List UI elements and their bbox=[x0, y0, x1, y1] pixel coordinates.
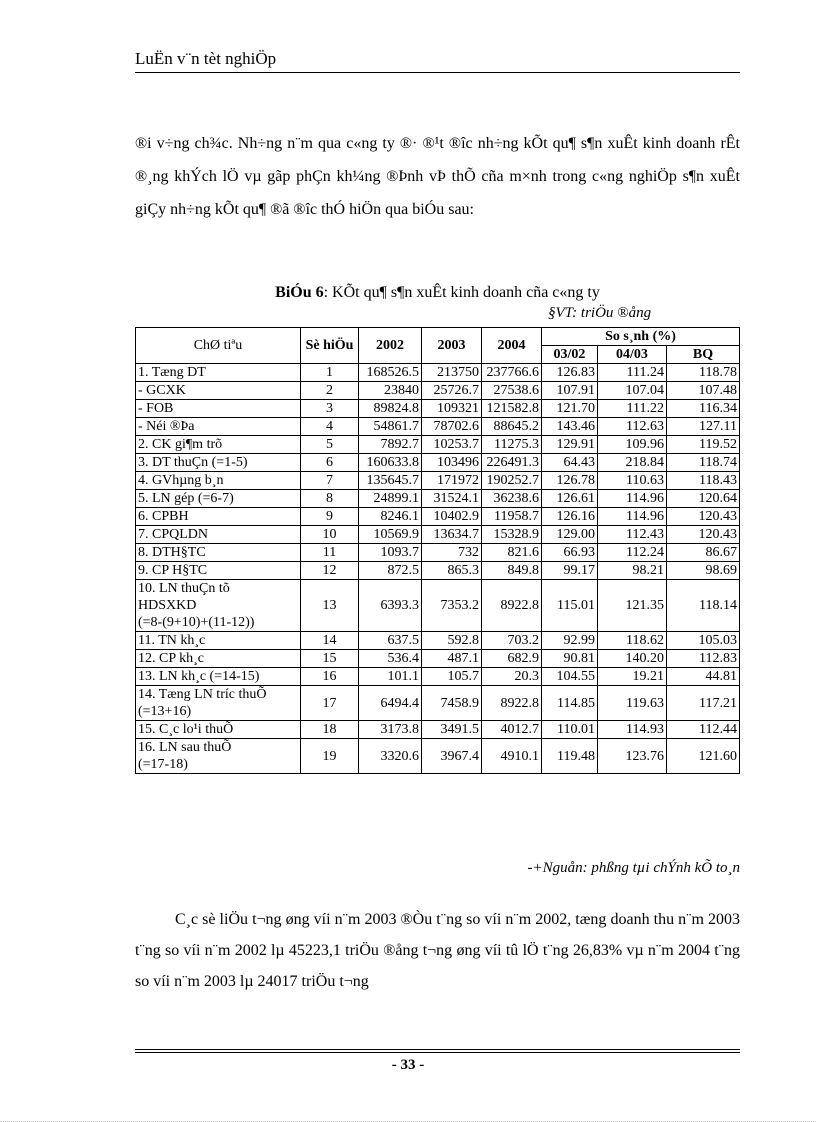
table-cell: 3967.4 bbox=[422, 739, 482, 774]
table-cell: 107.91 bbox=[542, 382, 598, 400]
table-cell: 121.70 bbox=[542, 400, 598, 418]
table-row bbox=[136, 544, 740, 562]
table-cell: 101.1 bbox=[359, 668, 422, 686]
table-cell: 112.24 bbox=[598, 544, 667, 562]
table-cell: 3320.6 bbox=[359, 739, 422, 774]
table-row bbox=[136, 686, 740, 721]
table-cell: 872.5 bbox=[359, 562, 422, 580]
table-cell: 90.81 bbox=[542, 650, 598, 668]
table-cell: 10253.7 bbox=[422, 436, 482, 454]
table-cell: 120.64 bbox=[667, 490, 740, 508]
table-cell: 44.81 bbox=[667, 668, 740, 686]
col-2004-header: 2004 bbox=[482, 328, 542, 364]
table-cell: 111.24 bbox=[598, 364, 667, 382]
table-cell: 107.04 bbox=[598, 382, 667, 400]
table-cell: 536.4 bbox=[359, 650, 422, 668]
col-item-header: ChØ tiªu bbox=[136, 328, 301, 364]
source-note: -+Nguån: phßng tµi chÝnh kÕ to¸n bbox=[527, 860, 740, 876]
table-cell: 112.83 bbox=[667, 650, 740, 668]
table-cell: 20.3 bbox=[482, 668, 542, 686]
row-code: 13 bbox=[301, 580, 359, 632]
table-row bbox=[136, 668, 740, 686]
table-cell: 3173.8 bbox=[359, 721, 422, 739]
table-cell: 105.7 bbox=[422, 668, 482, 686]
row-code: 10 bbox=[301, 526, 359, 544]
table-cell: 119.52 bbox=[667, 436, 740, 454]
table-cell: 160633.8 bbox=[359, 454, 422, 472]
table-cell: 107.48 bbox=[667, 382, 740, 400]
table-cell: 7458.9 bbox=[422, 686, 482, 721]
table-cell: 118.43 bbox=[667, 472, 740, 490]
table-cell: 127.11 bbox=[667, 418, 740, 436]
table-cell: 19.21 bbox=[598, 668, 667, 686]
col-code-header: Sè hiÖu bbox=[301, 328, 359, 364]
header-rule bbox=[135, 72, 740, 73]
row-code: 14 bbox=[301, 632, 359, 650]
table-cell: 111.22 bbox=[598, 400, 667, 418]
footer-rule bbox=[135, 1052, 740, 1053]
table-cell: 6393.3 bbox=[359, 580, 422, 632]
table-cell: 119.48 bbox=[542, 739, 598, 774]
table-cell: 592.8 bbox=[422, 632, 482, 650]
table-cell: 10402.9 bbox=[422, 508, 482, 526]
table-cell: 8922.8 bbox=[482, 580, 542, 632]
table-cell: 865.3 bbox=[422, 562, 482, 580]
table-row bbox=[136, 650, 740, 668]
caption-text: : KÕt qu¶ s¶n xuÊt kinh doanh cña c«ng ty bbox=[323, 284, 600, 301]
table-cell: 112.43 bbox=[598, 526, 667, 544]
table-cell: 114.85 bbox=[542, 686, 598, 721]
table-row bbox=[136, 418, 740, 436]
row-code: 11 bbox=[301, 544, 359, 562]
table-cell: 119.63 bbox=[598, 686, 667, 721]
table-cell: 126.83 bbox=[542, 364, 598, 382]
table-cell: 821.6 bbox=[482, 544, 542, 562]
table-cell: 218.84 bbox=[598, 454, 667, 472]
table-cell: 126.16 bbox=[542, 508, 598, 526]
row-label: 3. DT thuÇn (=1-5) bbox=[136, 454, 301, 472]
table-row bbox=[136, 632, 740, 650]
row-code: 18 bbox=[301, 721, 359, 739]
table-cell: 110.63 bbox=[598, 472, 667, 490]
row-label: 14. Tæng LN tríc thuÕ (=13+16) bbox=[136, 686, 301, 721]
table-cell: 126.78 bbox=[542, 472, 598, 490]
table-cell: 7892.7 bbox=[359, 436, 422, 454]
page-number: - 33 - bbox=[391, 1057, 425, 1073]
table-cell: 36238.6 bbox=[482, 490, 542, 508]
col-2002-header: 2002 bbox=[359, 328, 422, 364]
table-cell: 114.96 bbox=[598, 490, 667, 508]
table-row bbox=[136, 526, 740, 544]
table-row bbox=[136, 739, 740, 774]
table-cell: 732 bbox=[422, 544, 482, 562]
footer-rule bbox=[135, 1049, 740, 1050]
row-label: 10. LN thuÇn tõ HDSXKD (=8-(9+10)+(11-12)) bbox=[136, 580, 301, 632]
table-cell: 11275.3 bbox=[482, 436, 542, 454]
table-cell: 13634.7 bbox=[422, 526, 482, 544]
row-code: 2 bbox=[301, 382, 359, 400]
table-cell: 190252.7 bbox=[482, 472, 542, 490]
header-title: LuËn v¨n tèt nghiÖp bbox=[135, 49, 277, 68]
table-cell: 849.8 bbox=[482, 562, 542, 580]
table-cell: 121.60 bbox=[667, 739, 740, 774]
table-cell: 118.62 bbox=[598, 632, 667, 650]
table-body bbox=[136, 364, 740, 774]
analysis-paragraph: C¸c sè liÖu t¬ng øng víi n¨m 2003 ®Òu t¨ng so víi n¨m 2002, tæng doanh thu n¨m 2003 t¨ng so víi n¨m 2002 lµ 45223,1 triÖu ®ång t¬ng øng víi tû lÖ t¨ng 26,83% vµ n¨m 2004 t¨ng so víi n¨m 2003 lµ 24017 triÖu t¬ng bbox=[135, 911, 740, 990]
row-label: 8. DTH§TC bbox=[136, 544, 301, 562]
table-cell: 4910.1 bbox=[482, 739, 542, 774]
col-2003-header: 2003 bbox=[422, 328, 482, 364]
table-cell: 120.43 bbox=[667, 526, 740, 544]
col-0302-header: 03/02 bbox=[542, 346, 598, 364]
row-code: 8 bbox=[301, 490, 359, 508]
intro-paragraph: ®i v÷ng ch¾c. Nh÷ng n¨m qua c«ng ty ®· ®¹t ®îc nh÷ng kÕt qu¶ s¶n xuÊt kinh doanh rÊt ®¸ng khÝch lÖ vµ gãp phÇn kh¼ng ®Þnh vÞ thÕ cña m×nh trong c«ng nghiÖp s¶n xuÊt giÇy nh÷ng kÕt qu¶ ®ã ®îc thÓ hiÖn qua biÓu sau: bbox=[135, 135, 740, 218]
table-cell: 99.17 bbox=[542, 562, 598, 580]
caption-label: BiÓu 6 bbox=[275, 284, 324, 301]
row-code: 12 bbox=[301, 562, 359, 580]
table-cell: 118.74 bbox=[667, 454, 740, 472]
table-cell: 98.21 bbox=[598, 562, 667, 580]
table-cell: 116.34 bbox=[667, 400, 740, 418]
table-cell: 637.5 bbox=[359, 632, 422, 650]
table-cell: 123.76 bbox=[598, 739, 667, 774]
table-cell: 112.44 bbox=[667, 721, 740, 739]
table-cell: 129.00 bbox=[542, 526, 598, 544]
col-compare-header: So s¸nh (%) bbox=[542, 328, 740, 346]
row-label: 15. C¸c lo¹i thuÕ bbox=[136, 721, 301, 739]
row-code: 17 bbox=[301, 686, 359, 721]
row-label: 2. CK gi¶m trõ bbox=[136, 436, 301, 454]
table-cell: 115.01 bbox=[542, 580, 598, 632]
page-edge bbox=[0, 1121, 816, 1122]
table-cell: 54861.7 bbox=[359, 418, 422, 436]
col-bq-header: BQ bbox=[667, 346, 740, 364]
row-label: 12. CP kh¸c bbox=[136, 650, 301, 668]
table-cell: 140.20 bbox=[598, 650, 667, 668]
table-cell: 118.14 bbox=[667, 580, 740, 632]
table-cell: 8922.8 bbox=[482, 686, 542, 721]
table-row bbox=[136, 472, 740, 490]
table-cell: 168526.5 bbox=[359, 364, 422, 382]
table-row bbox=[136, 562, 740, 580]
row-label: 16. LN sau thuÕ (=17-18) bbox=[136, 739, 301, 774]
row-code: 3 bbox=[301, 400, 359, 418]
table-cell: 6494.4 bbox=[359, 686, 422, 721]
table-cell: 121582.8 bbox=[482, 400, 542, 418]
table-cell: 11958.7 bbox=[482, 508, 542, 526]
table-cell: 64.43 bbox=[542, 454, 598, 472]
table-cell: 25726.7 bbox=[422, 382, 482, 400]
table-cell: 78702.6 bbox=[422, 418, 482, 436]
table-cell: 10569.9 bbox=[359, 526, 422, 544]
table-cell: 105.03 bbox=[667, 632, 740, 650]
row-label: 5. LN gép (=6-7) bbox=[136, 490, 301, 508]
table-cell: 114.96 bbox=[598, 508, 667, 526]
table-row bbox=[136, 721, 740, 739]
table-cell: 118.78 bbox=[667, 364, 740, 382]
row-code: 7 bbox=[301, 472, 359, 490]
table-cell: 104.55 bbox=[542, 668, 598, 686]
table-row bbox=[136, 454, 740, 472]
row-code: 6 bbox=[301, 454, 359, 472]
row-label: 1. Tæng DT bbox=[136, 364, 301, 382]
table-cell: 112.63 bbox=[598, 418, 667, 436]
table-cell: 109321 bbox=[422, 400, 482, 418]
row-label: - Néi ®Þa bbox=[136, 418, 301, 436]
table-cell: 23840 bbox=[359, 382, 422, 400]
row-code: 19 bbox=[301, 739, 359, 774]
row-label: 4. GVhµng b¸n bbox=[136, 472, 301, 490]
row-code: 5 bbox=[301, 436, 359, 454]
table-cell: 126.61 bbox=[542, 490, 598, 508]
table-cell: 121.35 bbox=[598, 580, 667, 632]
row-label: 13. LN kh¸c (=14-15) bbox=[136, 668, 301, 686]
unit-note: §VT: triÖu ®ång bbox=[548, 305, 652, 321]
table-header-row bbox=[136, 328, 740, 346]
table-cell: 89824.8 bbox=[359, 400, 422, 418]
table-row bbox=[136, 436, 740, 454]
row-label: - GCXK bbox=[136, 382, 301, 400]
table-cell: 114.93 bbox=[598, 721, 667, 739]
row-label: 6. CPBH bbox=[136, 508, 301, 526]
table-row bbox=[136, 400, 740, 418]
row-label: 9. CP H§TC bbox=[136, 562, 301, 580]
table-cell: 3491.5 bbox=[422, 721, 482, 739]
row-code: 1 bbox=[301, 364, 359, 382]
table-cell: 8246.1 bbox=[359, 508, 422, 526]
table-cell: 117.21 bbox=[667, 686, 740, 721]
table-row bbox=[136, 490, 740, 508]
table-row bbox=[136, 508, 740, 526]
col-0403-header: 04/03 bbox=[598, 346, 667, 364]
row-label: 11. TN kh¸c bbox=[136, 632, 301, 650]
table-cell: 109.96 bbox=[598, 436, 667, 454]
row-code: 4 bbox=[301, 418, 359, 436]
table-caption bbox=[135, 284, 740, 302]
table-cell: 4012.7 bbox=[482, 721, 542, 739]
table-cell: 103496 bbox=[422, 454, 482, 472]
table-cell: 86.67 bbox=[667, 544, 740, 562]
table-cell: 88645.2 bbox=[482, 418, 542, 436]
table-row bbox=[136, 382, 740, 400]
table-cell: 15328.9 bbox=[482, 526, 542, 544]
table-cell: 66.93 bbox=[542, 544, 598, 562]
table-cell: 24899.1 bbox=[359, 490, 422, 508]
row-code: 15 bbox=[301, 650, 359, 668]
table-row bbox=[136, 364, 740, 382]
table-cell: 226491.3 bbox=[482, 454, 542, 472]
row-code: 9 bbox=[301, 508, 359, 526]
table-cell: 27538.6 bbox=[482, 382, 542, 400]
row-label: 7. CPQLDN bbox=[136, 526, 301, 544]
table-cell: 703.2 bbox=[482, 632, 542, 650]
table-cell: 7353.2 bbox=[422, 580, 482, 632]
results-table bbox=[135, 327, 740, 774]
row-label: - FOB bbox=[136, 400, 301, 418]
table-cell: 92.99 bbox=[542, 632, 598, 650]
table-cell: 1093.7 bbox=[359, 544, 422, 562]
row-code: 16 bbox=[301, 668, 359, 686]
table-cell: 98.69 bbox=[667, 562, 740, 580]
table-cell: 143.46 bbox=[542, 418, 598, 436]
table-cell: 487.1 bbox=[422, 650, 482, 668]
table-cell: 110.01 bbox=[542, 721, 598, 739]
table-cell: 135645.7 bbox=[359, 472, 422, 490]
table-row bbox=[136, 580, 740, 632]
table-cell: 682.9 bbox=[482, 650, 542, 668]
table-cell: 120.43 bbox=[667, 508, 740, 526]
table-cell: 237766.6 bbox=[482, 364, 542, 382]
table-cell: 129.91 bbox=[542, 436, 598, 454]
table-cell: 31524.1 bbox=[422, 490, 482, 508]
table-cell: 171972 bbox=[422, 472, 482, 490]
table-cell: 213750 bbox=[422, 364, 482, 382]
